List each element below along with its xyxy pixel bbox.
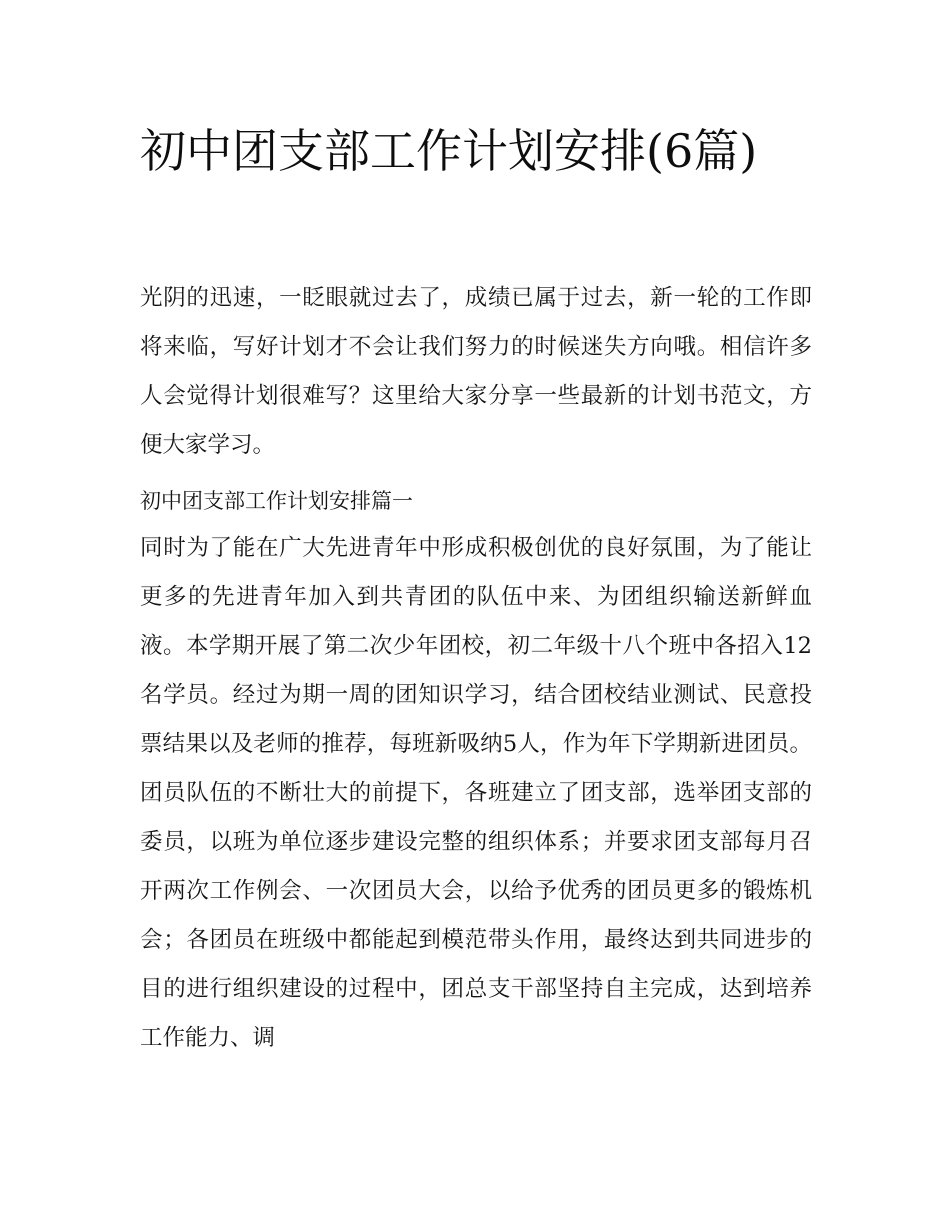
intro-paragraph: 光阴的迅速，一眨眼就过去了，成绩已属于过去，新一轮的工作即将来临，写好计划才不会让我们努力的时候迷失方向哦。相信许多人会觉得计划很难写？这里给大家分享一些最新的计划书范文，方便大家学习。 bbox=[140, 285, 812, 458]
section-body-paragraph: 同时为了能在广大先进青年中形成积极创优的良好氛围，为了能让更多的先进青年加入到共青团的队伍中来、为团组织输送新鲜血液。本学期开展了第二次少年团校，初二年级十八个班中各招入12名学员。经过为期一周的团知识学习，结合团校结业测试、民意投票结果以及老师的推荐，每班新吸纳5人，作为年下学期新进团员。团员队伍的不断壮大的前提下，各班建立了团支部，选举团支部的委员，以班为单位逐步建设完整的组织体系；并要求团支部每月召开两次工作例会、一次团员大会，以给予优秀的团员更多的锻炼机会；各团员在班级中都能起到模范带头作用，最终达到共同进步的目的进行组织建设的过程中，团总支干部坚持自主完成，达到培养工作能力、调 bbox=[140, 535, 812, 1051]
section-heading: 初中团支部工作计划安排篇一 bbox=[140, 489, 413, 513]
document-title: 初中团支部工作计划安排(6篇) bbox=[140, 124, 758, 178]
